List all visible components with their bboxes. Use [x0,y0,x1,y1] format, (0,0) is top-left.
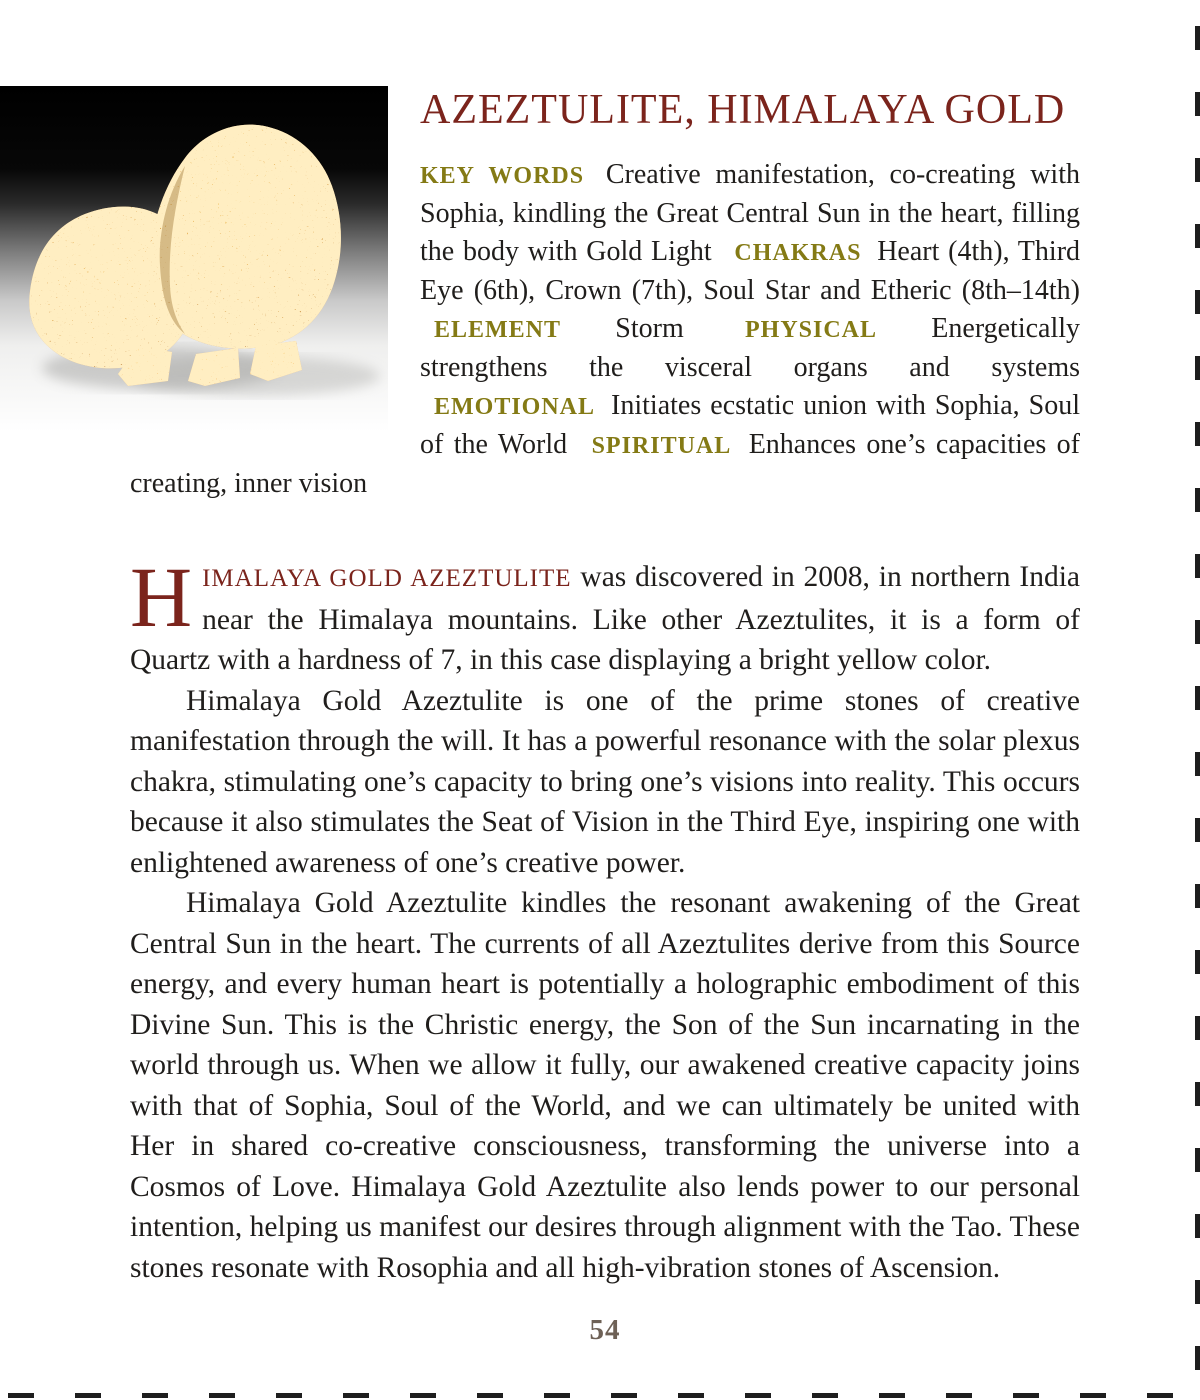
page-edge-dashes-right [1195,26,1200,1400]
drop-cap: H [130,549,193,645]
paragraph-1-text: was discovered in 2008, in northern India near the Himalaya mountains. Like other Azeztulites, it is a form of Quartz with a hardness of 7, in this case displaying a bright yellow color. [130,561,1080,676]
stone-photo-illustration [0,86,388,432]
stone-photo [0,86,388,432]
property-label-element: ELEMENT [434,317,562,343]
property-text-emotional: Initiates ecstatic union with Sophia, Soul of the World [420,390,1081,460]
property-label-spiritual: SPIRITUAL [591,433,732,459]
article-body [130,549,1080,1288]
property-text-key-words: Creative manifestation, co-creating with Sophia, kindling the Great Central Sun in the heart, filling the body with Gold Light [420,159,1080,267]
property-text-chakras: Heart (4th), Third Eye (6th), Crown (7th), Soul Star and Etheric (8th–14th) [420,236,1081,306]
page-title: AZEZTULITE, HIMALAYA GOLD [420,87,1066,133]
page-edge-dashes-bottom [8,1393,1194,1398]
lead-small-caps: IMALAYA GOLD AZEZTULITE [202,565,572,592]
paragraph-1 [130,549,1080,681]
property-text-spiritual: Enhances one’s capacities of creating, inner vision [130,429,1081,499]
property-label-physical: PHYSICAL [745,317,878,343]
property-text-physical: Energetically strengthens the visceral organs and systems [420,313,1081,383]
page-number: 54 [589,1314,621,1346]
paragraph-3: Himalaya Gold Azeztulite kindles the resonant awakening of the Great Central Sun in the heart. The currents of all Azeztulites derive from this Source energy, and every human heart is potentially a holographic embodiment of this Divine Sun. This is the Christic energy, the Son of the Sun incarnating in the world through us. When we allow it fully, our awakened creative capacity joins with that of Sophia, Soul of the World, and we can ultimately be united with Her in shared co-creative consciousness, transforming the universe into a Cosmos of Love. Himalaya Gold Azeztulite also lends power to our personal intention, helping us manifest our desires through alignment with the Tao. These stones resonate with Rosophia and all high-vibration stones of Ascension. [130,887,1080,1284]
paragraph-2: Himalaya Gold Azeztulite is one of the prime stones of creative manifestation through the will. It has a powerful resonance with the solar plexus chakra, stimulating one’s capacity to bring one’s visions into reality. This occurs because it also stimulates the Seat of Vision in the Third Eye, inspiring one with enlightened awareness of one’s creative power. [130,684,1080,879]
property-label-chakras: CHAKRAS [734,240,862,266]
property-label-key-words: KEY WORDS [420,163,585,189]
property-text-element: Storm [615,313,684,344]
property-label-emotional: EMOTIONAL [434,394,596,420]
